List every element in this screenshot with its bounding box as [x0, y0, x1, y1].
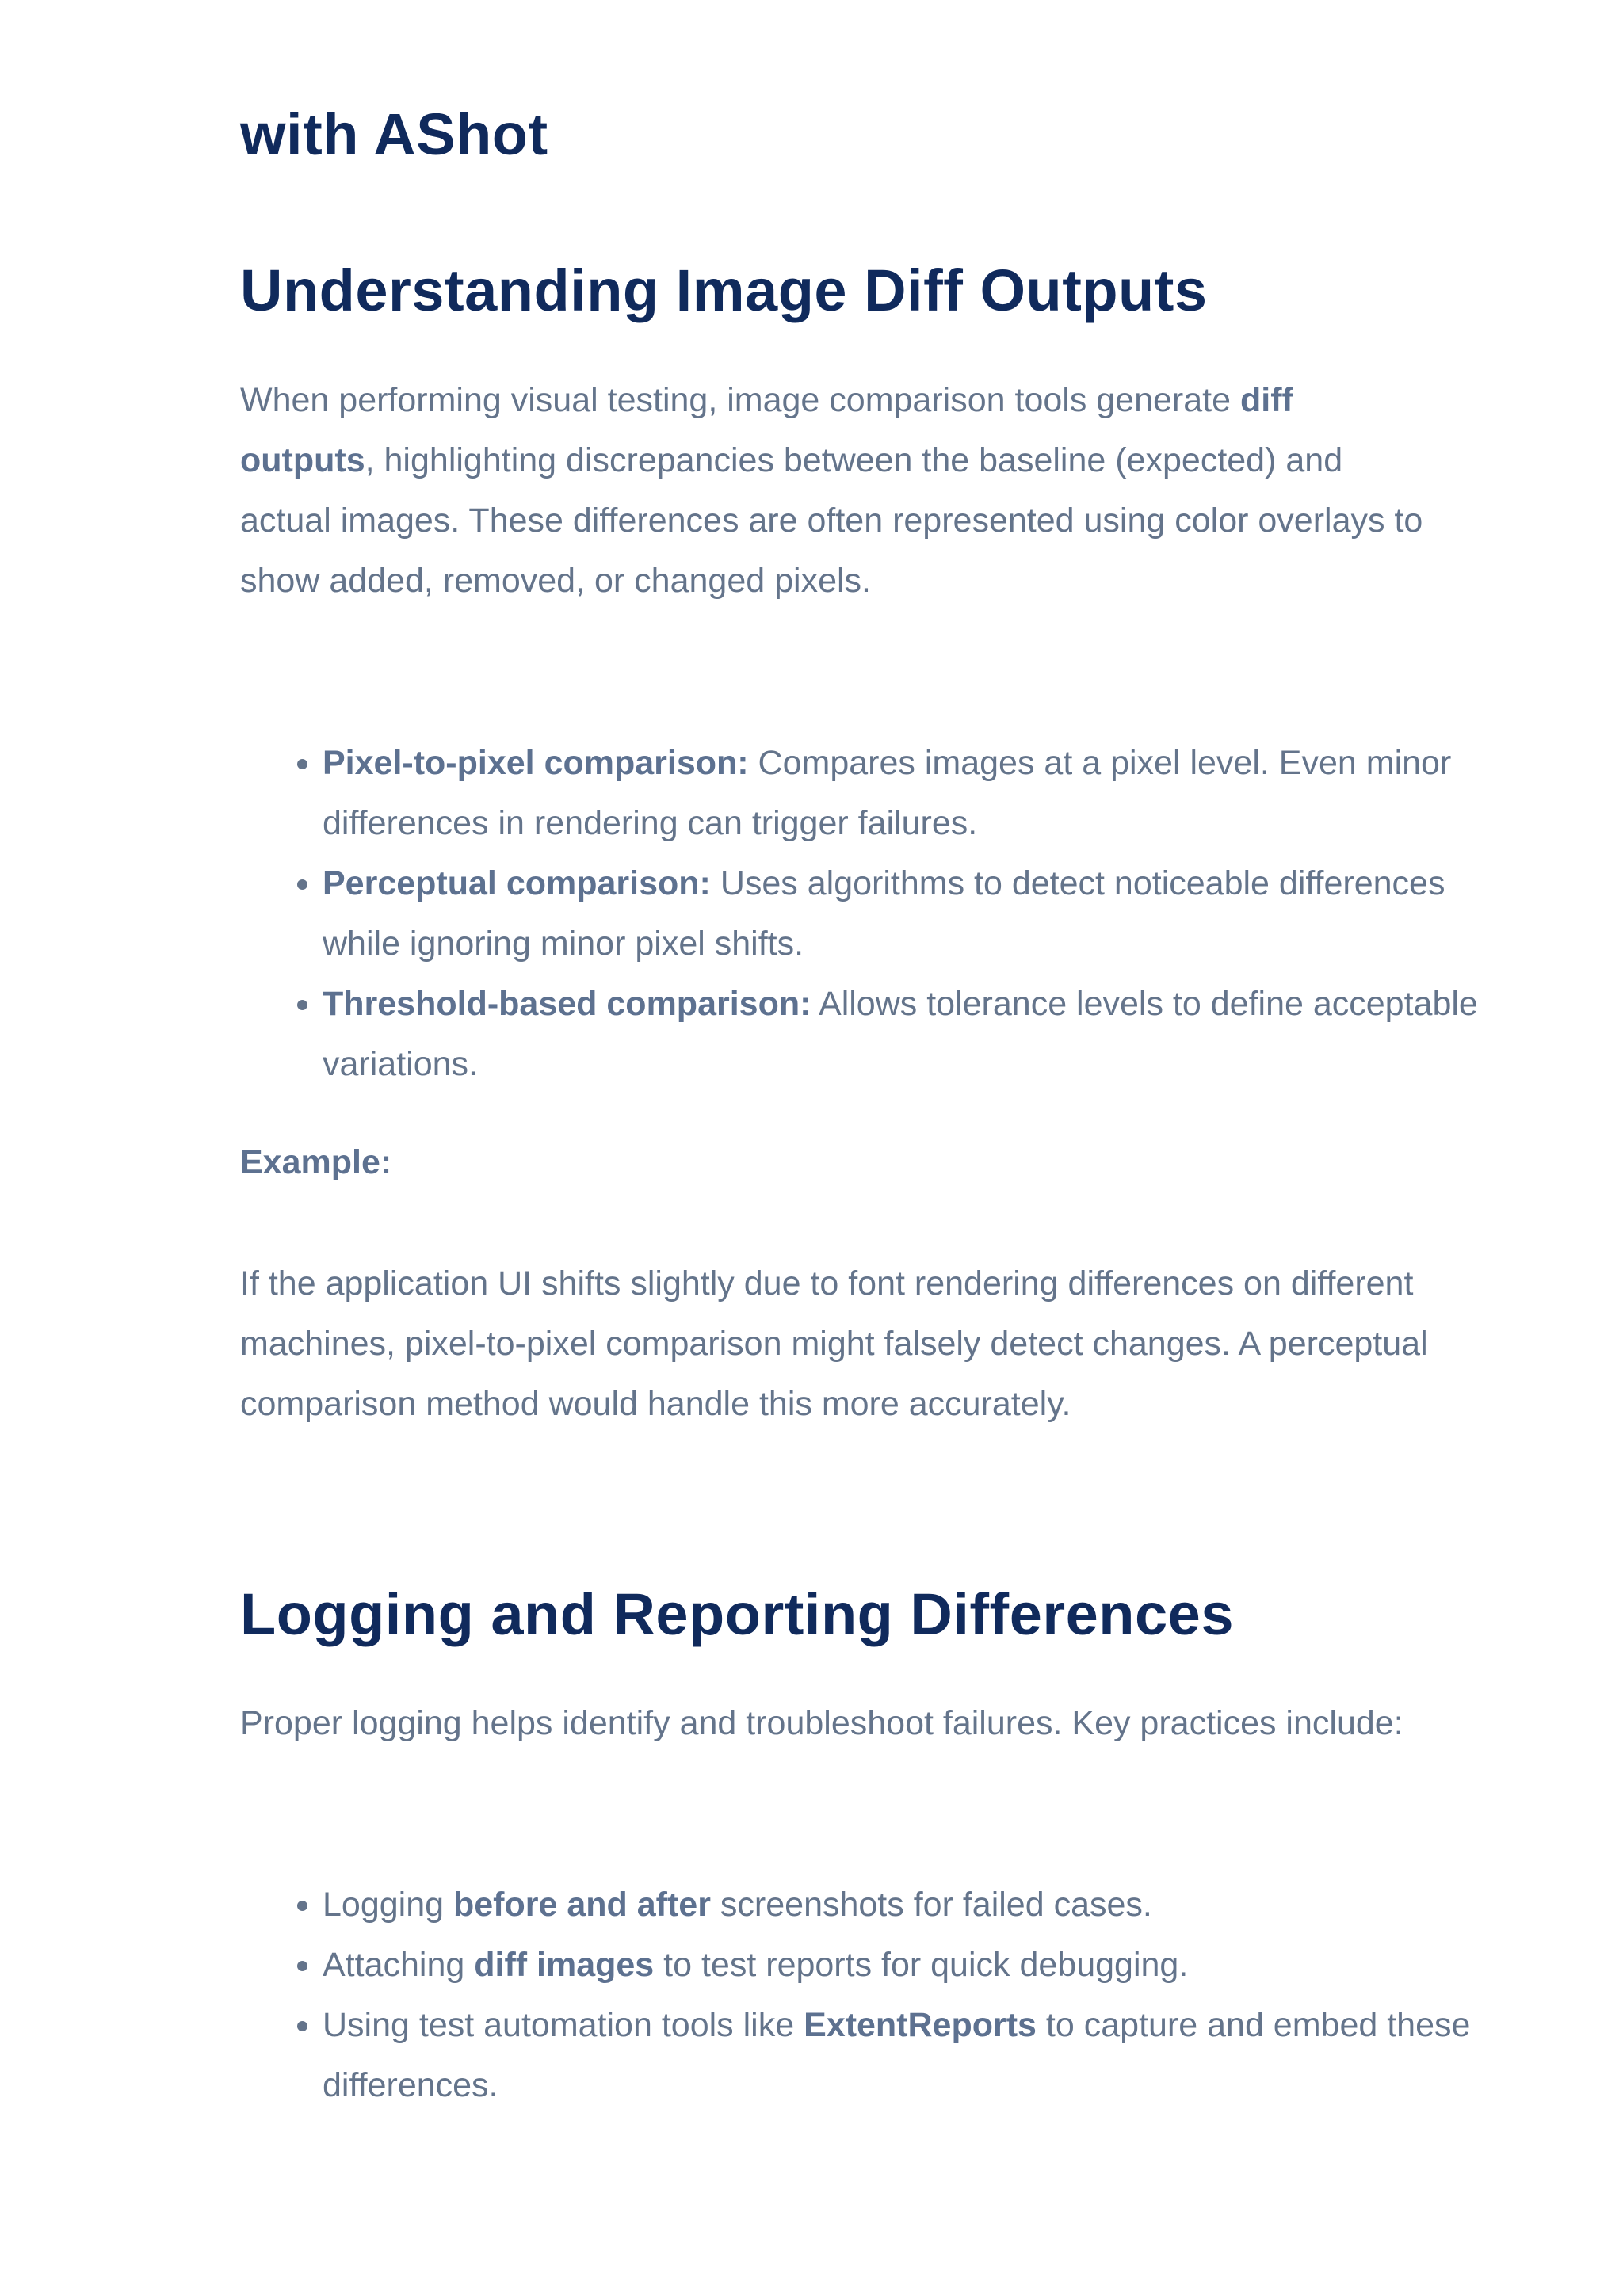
section2-intro: Proper logging helps identify and troubleshoot failures. Key practices include:	[240, 1704, 1403, 1742]
bold-text: Example:	[240, 1143, 392, 1181]
bold-text: Pixel-to-pixel comparison:	[323, 744, 749, 782]
section-heading-logging: Logging and Reporting Differences	[240, 1581, 1234, 1647]
logging-practices-list	[240, 1875, 1519, 2115]
text: Attaching	[323, 1946, 475, 1984]
text: screenshots for failed cases.	[710, 1886, 1152, 1924]
page-heading: with AShot	[240, 101, 548, 167]
section-heading-image-diff: Understanding Image Diff Outputs	[240, 257, 1208, 323]
bold-text: Perceptual comparison:	[323, 864, 711, 902]
list-item	[323, 853, 1519, 974]
example-text: If the application UI shifts slightly due to font rendering differences on different machines, pixel-to-pixel comparison might falsely detect changes. A perceptual comparison method would handle this more accurately.	[240, 1264, 1428, 1423]
bold-text: Threshold-based comparison:	[323, 985, 812, 1023]
text: Compares images at a pixel level. Even minor differences in rendering can trigger failures.	[323, 744, 1452, 842]
text: , highlighting discrepancies between the baseline (expected) and actual images. These differences are often represented using color overlays to show added, removed, or changed pixels.	[240, 441, 1423, 600]
list-item	[323, 974, 1519, 1094]
list-item	[323, 1995, 1519, 2115]
text: Using test automation tools like	[323, 2006, 804, 2044]
list-item	[323, 733, 1519, 853]
text: Allows tolerance levels to define acceptable variations.	[323, 985, 1478, 1083]
comparison-types-list	[240, 733, 1519, 1094]
bold-text: before and after	[453, 1886, 711, 1924]
bold-text: diff images	[474, 1946, 655, 1984]
text: Logging	[323, 1886, 453, 1924]
list-item	[323, 1935, 1519, 1995]
text: When performing visual testing, image comparison tools generate	[240, 381, 1240, 419]
example-label	[240, 1132, 1437, 1192]
list-item	[323, 1875, 1519, 1935]
text: Uses algorithms to detect noticeable differences while ignoring minor pixel shifts.	[323, 864, 1445, 963]
section1-intro	[240, 370, 1437, 611]
text: to test reports for quick debugging.	[654, 1946, 1189, 1984]
text: to capture and embed these differences.	[323, 2006, 1471, 2104]
bold-text: diff outputs	[240, 381, 1293, 479]
bold-text: ExtentReports	[804, 2006, 1037, 2044]
